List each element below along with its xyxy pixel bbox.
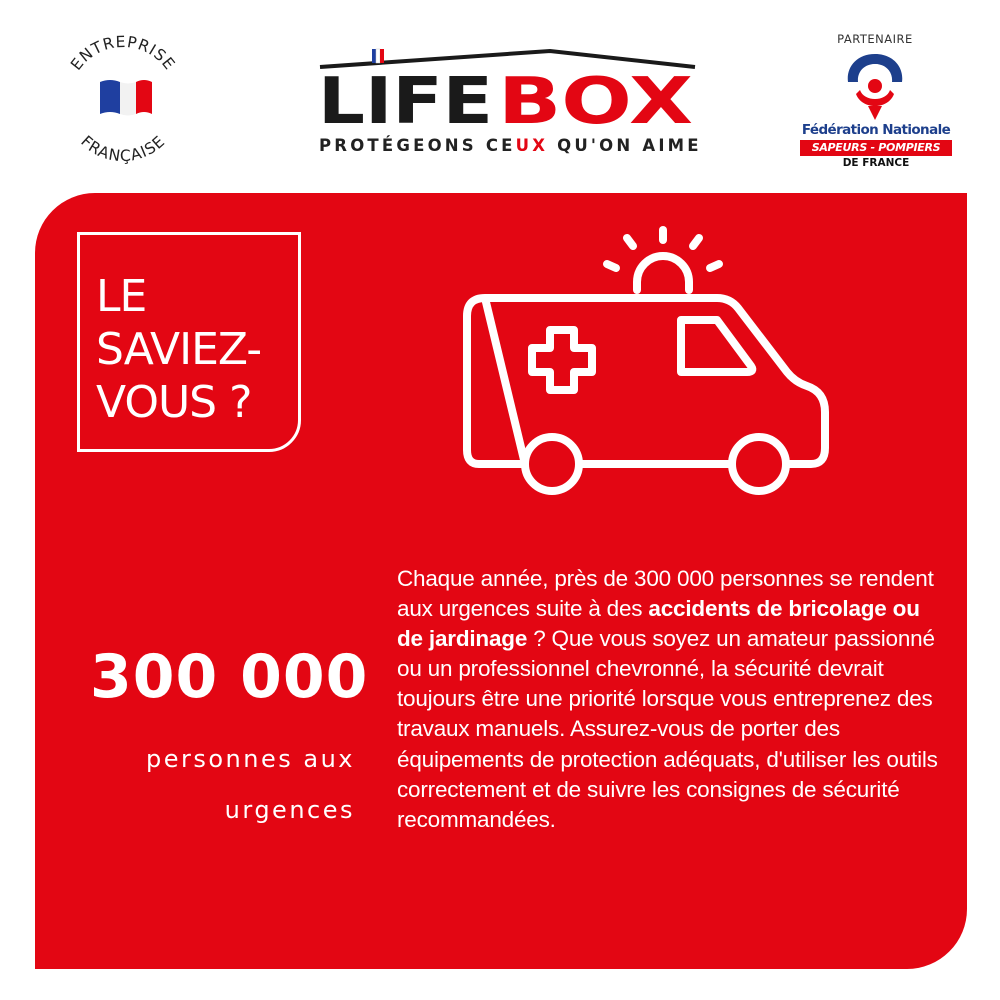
badge-top-text: ENTREPRISE: [67, 32, 179, 74]
french-flag-icon: [100, 80, 152, 116]
logo-tagline: [319, 136, 702, 155]
logo-word-box: BOX: [498, 65, 693, 135]
saviez-line1: LE: [96, 271, 147, 322]
header: [0, 0, 1000, 190]
paragraph-part2: ? Que vous soyez un amateur passionné ou un professionnel chevronné, la sécurité devrait toujours être une priorité lorsque vous entreprenez des travaux manuels. Assurez-vous de porter des équipements de protection adéquats, d'utiliser les outils correctement et de suivre les consignes de sécurité recommandées.: [397, 626, 938, 832]
tagline-accent: UX: [515, 136, 549, 155]
tagline-part1: PROTÉGEONS CE: [319, 136, 516, 155]
saviez-vous-heading: [96, 270, 296, 429]
paragraph-bold: accidents de bricolage ou de jardinage: [397, 596, 920, 652]
ambulance-icon: [455, 220, 835, 505]
partner-line1: Fédération Nationale: [801, 122, 951, 138]
tagline-part2: QU'ON AIME: [548, 136, 702, 155]
paragraph-part1: Chaque année, près de 300 000 personnes se rendent aux urgences suite à des: [397, 566, 934, 622]
stat-number: 300 000: [90, 642, 369, 712]
badge-graphic: [48, 22, 198, 172]
pompiers-emblem-icon: [838, 50, 912, 122]
partner-label: PARTENAIRE: [837, 32, 913, 46]
saviez-line3: VOUS ?: [96, 377, 252, 428]
badge-bottom-text: FRANÇAISE: [77, 132, 169, 166]
body-paragraph: [397, 564, 949, 835]
logo-word-life: LIFE: [318, 65, 493, 135]
partner-line2: SAPEURS - POMPIERS: [800, 140, 952, 156]
stat-caption: personnes aux urgences: [146, 745, 355, 824]
partner-line3: DE FRANCE: [842, 157, 910, 169]
entreprise-francaise-badge: [48, 22, 198, 172]
saviez-line2: SAVIEZ-: [96, 324, 262, 375]
lifebox-wordmark: [310, 45, 702, 135]
